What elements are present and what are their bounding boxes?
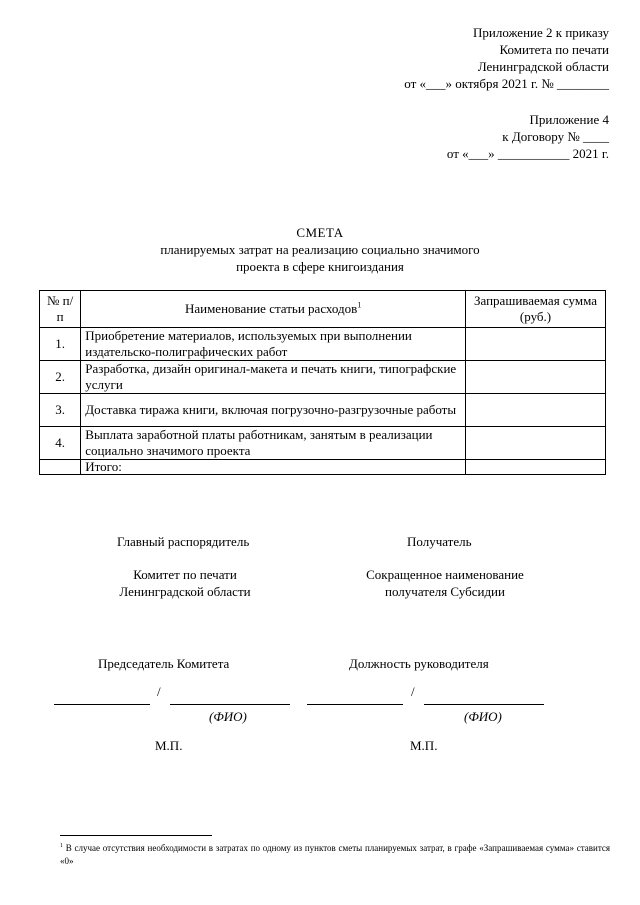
left-signatory-role: Главный распорядитель	[117, 534, 250, 549]
left-signature-slash: /	[157, 684, 161, 699]
total-num-empty	[40, 460, 81, 475]
total-sum-field[interactable]	[466, 460, 606, 475]
order-appendix-line: Комитета по печати	[499, 42, 609, 57]
contract-appendix-line: от «___» ___________ 2021 г.	[446, 146, 609, 161]
right-org-line: Сокращенное наименование	[366, 567, 524, 582]
right-signature-line[interactable]	[307, 704, 403, 705]
footnote-text: В случае отсутствия необходимости в затратах по одному из пунктов сметы планируемых затрат, в графе «Запрашиваемая сумма» ставится «0»	[60, 843, 611, 866]
table-row	[40, 328, 606, 361]
table-row	[40, 394, 606, 427]
left-signatory-org	[60, 566, 310, 600]
contract-appendix-line: Приложение 4	[529, 112, 609, 127]
table-row	[40, 427, 606, 460]
row-num: 1.	[40, 328, 81, 361]
header-requested-sum: Запрашиваемая сумма (руб.)	[466, 291, 606, 328]
footnote-number: 1	[60, 843, 63, 849]
row-expense-name: Разработка, дизайн оригинал-макета и печать книги, типографские услуги	[81, 361, 466, 394]
order-appendix-line: Ленинградской области	[477, 59, 609, 74]
table-total-row	[40, 460, 606, 475]
row-num: 3.	[40, 394, 81, 427]
header-num: № п/п	[40, 291, 81, 328]
header-expense-name	[81, 291, 466, 328]
row-sum-field[interactable]	[466, 328, 606, 361]
order-appendix-header	[404, 24, 609, 92]
left-org-line: Комитет по печати	[133, 567, 237, 582]
left-org-line: Ленинградской области	[119, 584, 251, 599]
left-fio-caption: (ФИО)	[209, 709, 247, 724]
left-fio-line[interactable]	[170, 704, 290, 705]
right-signature-slash: /	[411, 684, 415, 699]
left-stamp-place: М.П.	[155, 738, 183, 753]
row-expense-name: Выплата заработной платы работникам, занятым в реализации социально значимого проекта	[81, 427, 466, 460]
row-sum-field[interactable]	[466, 427, 606, 460]
total-label: Итого:	[81, 460, 466, 475]
right-stamp-place: М.П.	[410, 738, 438, 753]
row-sum-field[interactable]	[466, 394, 606, 427]
document-title	[0, 224, 640, 275]
row-num: 2.	[40, 361, 81, 394]
title-subtitle-line: проекта в сфере книгоиздания	[236, 259, 404, 274]
order-appendix-line: Приложение 2 к приказу	[472, 25, 609, 40]
table-header-row	[40, 291, 606, 328]
right-fio-line[interactable]	[424, 704, 544, 705]
budget-table	[39, 290, 606, 475]
footnote-separator	[60, 835, 212, 836]
row-num: 4.	[40, 427, 81, 460]
contract-appendix-line: к Договору № ____	[502, 129, 609, 144]
right-fio-caption: (ФИО)	[464, 709, 502, 724]
header-expense-name-text: Наименование статьи расходов	[184, 301, 358, 316]
right-signatory-position: Должность руководителя	[349, 656, 489, 671]
footnote-mark: 1	[357, 300, 362, 310]
left-signatory-position: Председатель Комитета	[98, 656, 230, 671]
left-signature-line[interactable]	[54, 704, 150, 705]
row-expense-name: Доставка тиража книги, включая погрузочно-разгрузочные работы	[81, 394, 466, 427]
row-expense-name: Приобретение материалов, используемых при выполнении издательско-полиграфических работ	[81, 328, 466, 361]
right-signatory-role: Получатель	[407, 534, 472, 549]
table-row	[40, 361, 606, 394]
right-signatory-org	[320, 566, 570, 600]
row-sum-field[interactable]	[466, 361, 606, 394]
contract-appendix-header	[447, 111, 609, 162]
right-org-line: получателя Субсидии	[385, 584, 505, 599]
order-appendix-line: от «___» октября 2021 г. № ________	[404, 76, 609, 91]
title-subtitle-line: планируемых затрат на реализацию социально значимого	[160, 242, 480, 257]
footnote	[60, 842, 610, 868]
title-main: СМЕТА	[296, 225, 344, 240]
